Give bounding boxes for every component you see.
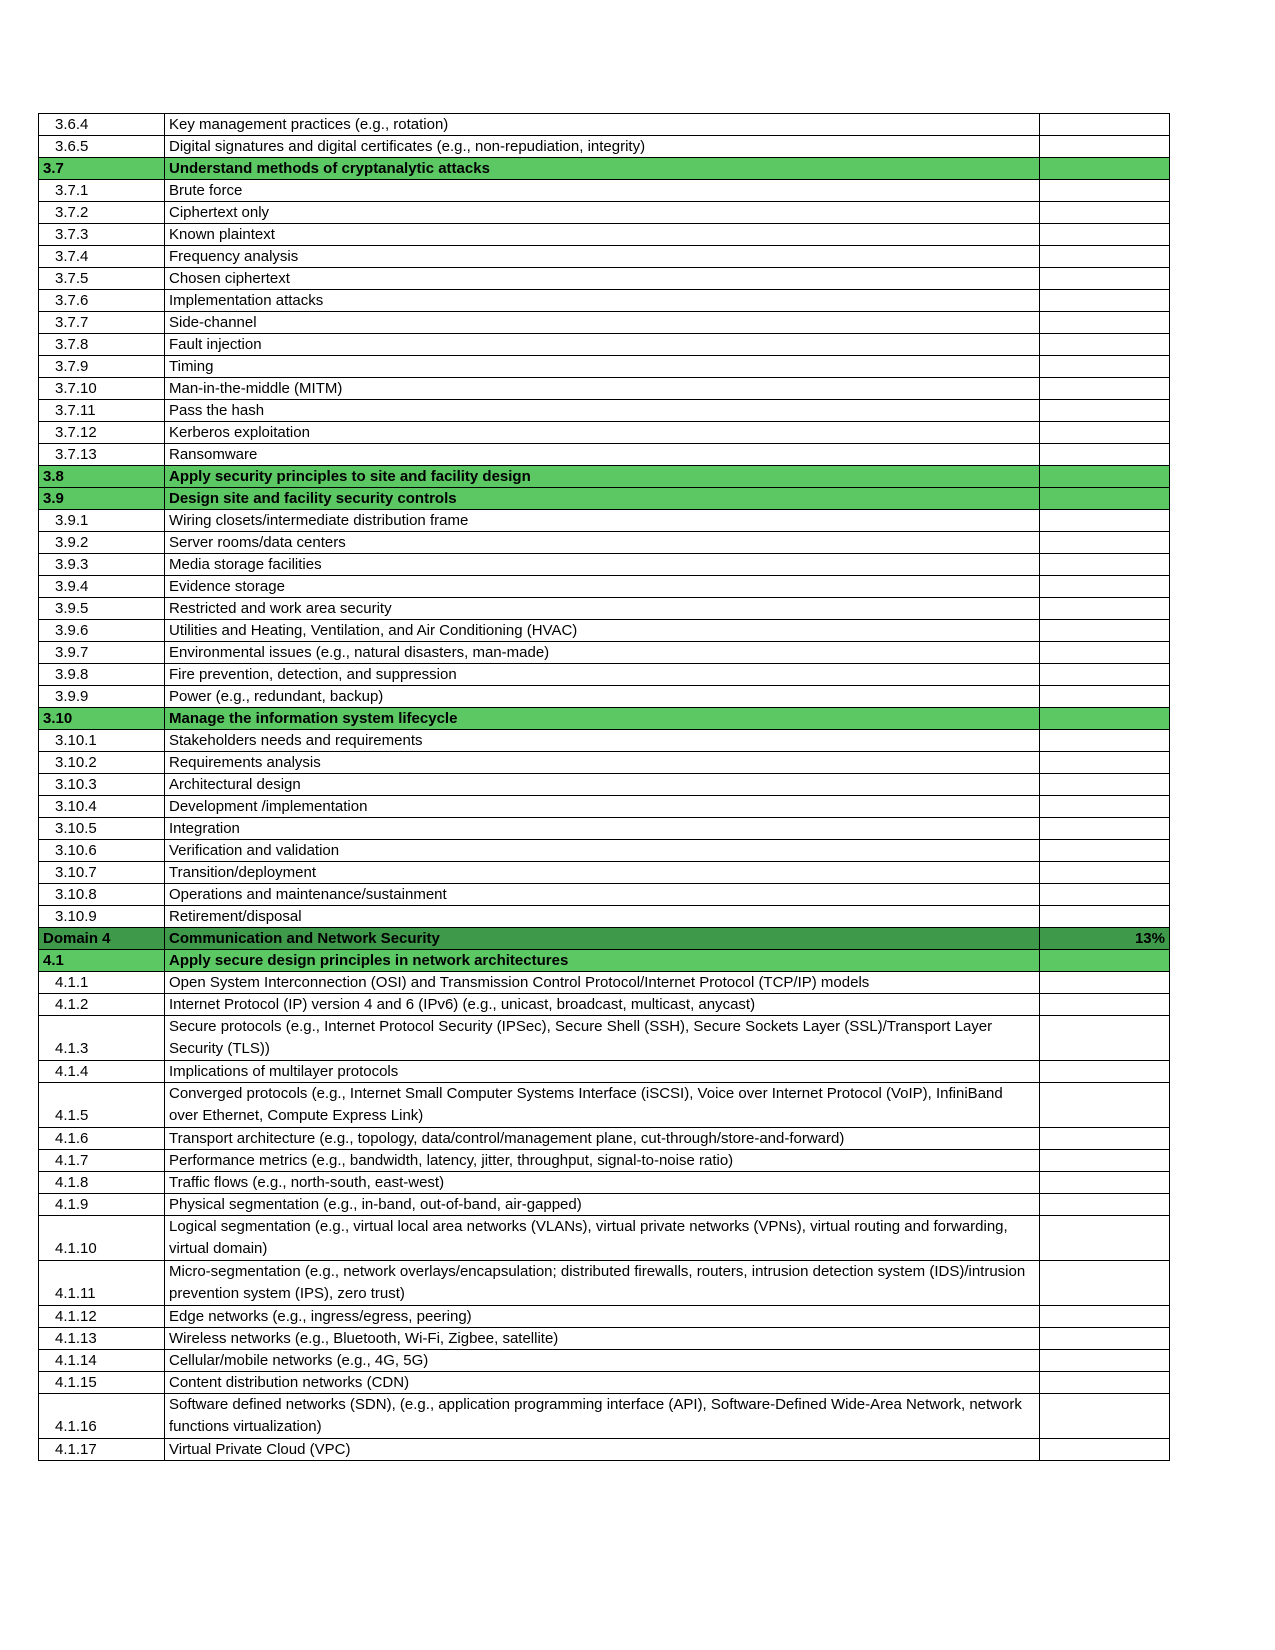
row-weight-cell bbox=[1040, 136, 1170, 158]
row-description-cell: Verification and validation bbox=[165, 840, 1040, 862]
row-weight-cell bbox=[1040, 796, 1170, 818]
row-id-cell: 4.1.16 bbox=[39, 1394, 165, 1439]
table-row bbox=[39, 554, 1170, 576]
section-row bbox=[39, 488, 1170, 510]
row-id-cell: 4.1.5 bbox=[39, 1083, 165, 1128]
row-description-cell: Chosen ciphertext bbox=[165, 268, 1040, 290]
row-id-cell: 3.7.5 bbox=[39, 268, 165, 290]
row-description-cell: Integration bbox=[165, 818, 1040, 840]
row-weight-cell bbox=[1040, 994, 1170, 1016]
row-description-cell: Traffic flows (e.g., north-south, east-west) bbox=[165, 1172, 1040, 1194]
row-description-cell: Virtual Private Cloud (VPC) bbox=[165, 1439, 1040, 1461]
row-id-cell: 4.1.4 bbox=[39, 1061, 165, 1083]
table-row bbox=[39, 356, 1170, 378]
table-row bbox=[39, 422, 1170, 444]
row-description-cell: Operations and maintenance/sustainment bbox=[165, 884, 1040, 906]
row-weight-cell bbox=[1040, 686, 1170, 708]
row-description-cell: Implementation attacks bbox=[165, 290, 1040, 312]
row-id-cell: 3.6.4 bbox=[39, 114, 165, 136]
row-description-cell: Frequency analysis bbox=[165, 246, 1040, 268]
outline-table bbox=[38, 113, 1170, 1461]
table-row bbox=[39, 994, 1170, 1016]
row-id-cell: 4.1 bbox=[39, 950, 165, 972]
row-weight-cell bbox=[1040, 906, 1170, 928]
row-weight-cell bbox=[1040, 840, 1170, 862]
row-id-cell: 4.1.8 bbox=[39, 1172, 165, 1194]
table-row bbox=[39, 620, 1170, 642]
table-row bbox=[39, 774, 1170, 796]
row-id-cell: 3.7.7 bbox=[39, 312, 165, 334]
row-id-cell: 3.9.3 bbox=[39, 554, 165, 576]
table-row bbox=[39, 290, 1170, 312]
row-description-cell: Retirement/disposal bbox=[165, 906, 1040, 928]
table-row bbox=[39, 1261, 1170, 1306]
row-description-cell: Edge networks (e.g., ingress/egress, peering) bbox=[165, 1306, 1040, 1328]
row-description-cell: Apply secure design principles in network architectures bbox=[165, 950, 1040, 972]
table-row bbox=[39, 1172, 1170, 1194]
table-row bbox=[39, 202, 1170, 224]
table-row bbox=[39, 532, 1170, 554]
row-id-cell: 3.6.5 bbox=[39, 136, 165, 158]
row-id-cell: 3.9.5 bbox=[39, 598, 165, 620]
row-weight-cell bbox=[1040, 708, 1170, 730]
row-description-cell: Internet Protocol (IP) version 4 and 6 (IPv6) (e.g., unicast, broadcast, multicast, anycast) bbox=[165, 994, 1040, 1016]
row-description-cell: Secure protocols (e.g., Internet Protocol Security (IPSec), Secure Shell (SSH), Secure Sockets Layer (SSL)/Transport Layer Security (TLS)) bbox=[165, 1016, 1040, 1061]
row-weight-cell bbox=[1040, 114, 1170, 136]
row-id-cell: 3.9.1 bbox=[39, 510, 165, 532]
row-description-cell: Development /implementation bbox=[165, 796, 1040, 818]
table-row bbox=[39, 1016, 1170, 1061]
row-weight-cell bbox=[1040, 1306, 1170, 1328]
row-id-cell: 3.9.6 bbox=[39, 620, 165, 642]
row-id-cell: 4.1.10 bbox=[39, 1216, 165, 1261]
table-row bbox=[39, 1150, 1170, 1172]
row-weight-cell bbox=[1040, 400, 1170, 422]
row-id-cell: 3.10.8 bbox=[39, 884, 165, 906]
table-row bbox=[39, 114, 1170, 136]
row-weight-cell bbox=[1040, 1328, 1170, 1350]
table-row bbox=[39, 444, 1170, 466]
row-description-cell: Transition/deployment bbox=[165, 862, 1040, 884]
row-description-cell: Pass the hash bbox=[165, 400, 1040, 422]
row-id-cell: 3.7.10 bbox=[39, 378, 165, 400]
row-description-cell: Manage the information system lifecycle bbox=[165, 708, 1040, 730]
row-weight-cell bbox=[1040, 554, 1170, 576]
row-weight-cell bbox=[1040, 202, 1170, 224]
row-weight-cell bbox=[1040, 576, 1170, 598]
table-row bbox=[39, 796, 1170, 818]
row-id-cell: 3.7.13 bbox=[39, 444, 165, 466]
row-description-cell: Restricted and work area security bbox=[165, 598, 1040, 620]
row-id-cell: 3.7.4 bbox=[39, 246, 165, 268]
row-weight-cell bbox=[1040, 224, 1170, 246]
section-row bbox=[39, 466, 1170, 488]
row-weight-cell bbox=[1040, 774, 1170, 796]
table-row bbox=[39, 180, 1170, 202]
row-description-cell: Open System Interconnection (OSI) and Transmission Control Protocol/Internet Protocol (TCP/IP) models bbox=[165, 972, 1040, 994]
table-row bbox=[39, 1128, 1170, 1150]
outline-table-body bbox=[39, 114, 1170, 1461]
row-weight-cell bbox=[1040, 620, 1170, 642]
row-description-cell: Man-in-the-middle (MITM) bbox=[165, 378, 1040, 400]
row-id-cell: 3.7.11 bbox=[39, 400, 165, 422]
row-weight-cell bbox=[1040, 422, 1170, 444]
table-row bbox=[39, 664, 1170, 686]
row-description-cell: Power (e.g., redundant, backup) bbox=[165, 686, 1040, 708]
row-id-cell: 4.1.13 bbox=[39, 1328, 165, 1350]
row-weight-cell bbox=[1040, 334, 1170, 356]
row-weight-cell bbox=[1040, 1128, 1170, 1150]
row-id-cell: 4.1.14 bbox=[39, 1350, 165, 1372]
row-id-cell: 3.10.1 bbox=[39, 730, 165, 752]
row-id-cell: 4.1.12 bbox=[39, 1306, 165, 1328]
row-weight-cell bbox=[1040, 466, 1170, 488]
row-weight-cell bbox=[1040, 312, 1170, 334]
row-description-cell: Understand methods of cryptanalytic attacks bbox=[165, 158, 1040, 180]
row-description-cell: Utilities and Heating, Ventilation, and Air Conditioning (HVAC) bbox=[165, 620, 1040, 642]
row-description-cell: Implications of multilayer protocols bbox=[165, 1061, 1040, 1083]
row-description-cell: Transport architecture (e.g., topology, data/control/management plane, cut-through/store-and-forward) bbox=[165, 1128, 1040, 1150]
domain-row bbox=[39, 928, 1170, 950]
row-id-cell: 4.1.2 bbox=[39, 994, 165, 1016]
row-id-cell: 4.1.9 bbox=[39, 1194, 165, 1216]
row-weight-cell bbox=[1040, 158, 1170, 180]
row-id-cell: 3.7.12 bbox=[39, 422, 165, 444]
row-id-cell: 3.9 bbox=[39, 488, 165, 510]
row-description-cell: Environmental issues (e.g., natural disasters, man-made) bbox=[165, 642, 1040, 664]
table-row bbox=[39, 1306, 1170, 1328]
table-row bbox=[39, 136, 1170, 158]
table-row bbox=[39, 1350, 1170, 1372]
table-row bbox=[39, 1216, 1170, 1261]
row-description-cell: Kerberos exploitation bbox=[165, 422, 1040, 444]
row-weight-cell bbox=[1040, 1061, 1170, 1083]
row-description-cell: Cellular/mobile networks (e.g., 4G, 5G) bbox=[165, 1350, 1040, 1372]
row-id-cell: 4.1.7 bbox=[39, 1150, 165, 1172]
row-id-cell: 4.1.1 bbox=[39, 972, 165, 994]
row-weight-cell bbox=[1040, 950, 1170, 972]
row-weight-cell bbox=[1040, 884, 1170, 906]
table-row bbox=[39, 1194, 1170, 1216]
row-description-cell: Logical segmentation (e.g., virtual local area networks (VLANs), virtual private networks (VPNs), virtual routing and forwarding, virtual domain) bbox=[165, 1216, 1040, 1261]
row-id-cell: 4.1.11 bbox=[39, 1261, 165, 1306]
row-id-cell: 3.7.9 bbox=[39, 356, 165, 378]
row-description-cell: Physical segmentation (e.g., in-band, out-of-band, air-gapped) bbox=[165, 1194, 1040, 1216]
row-id-cell: 3.10.4 bbox=[39, 796, 165, 818]
row-weight-cell bbox=[1040, 664, 1170, 686]
row-weight-cell bbox=[1040, 1439, 1170, 1461]
row-weight-cell bbox=[1040, 268, 1170, 290]
row-weight-cell bbox=[1040, 1394, 1170, 1439]
table-row bbox=[39, 598, 1170, 620]
row-weight-cell bbox=[1040, 510, 1170, 532]
row-description-cell: Design site and facility security controls bbox=[165, 488, 1040, 510]
row-description-cell: Side-channel bbox=[165, 312, 1040, 334]
row-description-cell: Communication and Network Security bbox=[165, 928, 1040, 950]
row-description-cell: Ransomware bbox=[165, 444, 1040, 466]
row-id-cell: 3.9.7 bbox=[39, 642, 165, 664]
row-id-cell: 3.7.8 bbox=[39, 334, 165, 356]
row-id-cell: 3.7.1 bbox=[39, 180, 165, 202]
row-id-cell: 3.10.6 bbox=[39, 840, 165, 862]
table-row bbox=[39, 224, 1170, 246]
row-description-cell: Fault injection bbox=[165, 334, 1040, 356]
row-weight-cell bbox=[1040, 818, 1170, 840]
row-weight-cell bbox=[1040, 752, 1170, 774]
section-row bbox=[39, 708, 1170, 730]
table-row bbox=[39, 1439, 1170, 1461]
row-weight-cell bbox=[1040, 642, 1170, 664]
table-row bbox=[39, 1083, 1170, 1128]
row-id-cell: 4.1.6 bbox=[39, 1128, 165, 1150]
row-description-cell: Apply security principles to site and facility design bbox=[165, 466, 1040, 488]
section-row bbox=[39, 158, 1170, 180]
row-weight-cell bbox=[1040, 246, 1170, 268]
row-id-cell: 3.8 bbox=[39, 466, 165, 488]
row-description-cell: Wireless networks (e.g., Bluetooth, Wi-Fi, Zigbee, satellite) bbox=[165, 1328, 1040, 1350]
row-weight-cell bbox=[1040, 730, 1170, 752]
row-id-cell: 3.10.5 bbox=[39, 818, 165, 840]
row-weight-cell bbox=[1040, 444, 1170, 466]
row-description-cell: Server rooms/data centers bbox=[165, 532, 1040, 554]
row-description-cell: Evidence storage bbox=[165, 576, 1040, 598]
row-description-cell: Converged protocols (e.g., Internet Small Computer Systems Interface (iSCSI), Voice over Internet Protocol (VoIP), InfiniBand over Ethernet, Compute Express Link) bbox=[165, 1083, 1040, 1128]
row-weight-cell bbox=[1040, 532, 1170, 554]
row-id-cell: 3.10.2 bbox=[39, 752, 165, 774]
table-row bbox=[39, 246, 1170, 268]
row-description-cell: Fire prevention, detection, and suppression bbox=[165, 664, 1040, 686]
table-row bbox=[39, 686, 1170, 708]
table-row bbox=[39, 312, 1170, 334]
row-description-cell: Key management practices (e.g., rotation) bbox=[165, 114, 1040, 136]
row-weight-cell bbox=[1040, 1261, 1170, 1306]
table-row bbox=[39, 1372, 1170, 1394]
row-description-cell: Media storage facilities bbox=[165, 554, 1040, 576]
row-weight-cell bbox=[1040, 972, 1170, 994]
table-row bbox=[39, 576, 1170, 598]
row-weight-cell bbox=[1040, 598, 1170, 620]
row-id-cell: 3.7.2 bbox=[39, 202, 165, 224]
table-row bbox=[39, 268, 1170, 290]
row-id-cell: 3.7.3 bbox=[39, 224, 165, 246]
row-weight-cell bbox=[1040, 356, 1170, 378]
row-id-cell: Domain 4 bbox=[39, 928, 165, 950]
row-id-cell: 4.1.3 bbox=[39, 1016, 165, 1061]
row-weight-cell bbox=[1040, 488, 1170, 510]
row-description-cell: Requirements analysis bbox=[165, 752, 1040, 774]
row-weight-cell bbox=[1040, 1350, 1170, 1372]
row-id-cell: 3.9.8 bbox=[39, 664, 165, 686]
row-id-cell: 3.9.2 bbox=[39, 532, 165, 554]
row-description-cell: Architectural design bbox=[165, 774, 1040, 796]
row-weight-cell bbox=[1040, 378, 1170, 400]
row-id-cell: 3.7.6 bbox=[39, 290, 165, 312]
table-row bbox=[39, 1328, 1170, 1350]
row-id-cell: 3.9.9 bbox=[39, 686, 165, 708]
table-row bbox=[39, 818, 1170, 840]
row-id-cell: 3.7 bbox=[39, 158, 165, 180]
table-row bbox=[39, 906, 1170, 928]
row-weight-cell bbox=[1040, 180, 1170, 202]
row-id-cell: 3.10 bbox=[39, 708, 165, 730]
row-description-cell: Wiring closets/intermediate distribution frame bbox=[165, 510, 1040, 532]
row-weight-cell bbox=[1040, 1083, 1170, 1128]
row-weight-cell: 13% bbox=[1040, 928, 1170, 950]
table-row bbox=[39, 862, 1170, 884]
table-row bbox=[39, 642, 1170, 664]
row-weight-cell bbox=[1040, 1150, 1170, 1172]
row-description-cell: Stakeholders needs and requirements bbox=[165, 730, 1040, 752]
row-id-cell: 4.1.17 bbox=[39, 1439, 165, 1461]
row-description-cell: Content distribution networks (CDN) bbox=[165, 1372, 1040, 1394]
row-id-cell: 3.9.4 bbox=[39, 576, 165, 598]
table-row bbox=[39, 972, 1170, 994]
row-description-cell: Micro-segmentation (e.g., network overlays/encapsulation; distributed firewalls, routers, intrusion detection system (IDS)/intrusion prevention system (IPS), zero trust) bbox=[165, 1261, 1040, 1306]
table-row bbox=[39, 400, 1170, 422]
table-row bbox=[39, 1394, 1170, 1439]
row-weight-cell bbox=[1040, 1172, 1170, 1194]
table-row bbox=[39, 378, 1170, 400]
row-description-cell: Software defined networks (SDN), (e.g., application programming interface (API), Software-Defined Wide-Area Network, network functions virtualization) bbox=[165, 1394, 1040, 1439]
table-row bbox=[39, 730, 1170, 752]
table-row bbox=[39, 1061, 1170, 1083]
table-row bbox=[39, 334, 1170, 356]
row-weight-cell bbox=[1040, 1216, 1170, 1261]
section-row bbox=[39, 950, 1170, 972]
row-description-cell: Digital signatures and digital certificates (e.g., non-repudiation, integrity) bbox=[165, 136, 1040, 158]
row-id-cell: 4.1.15 bbox=[39, 1372, 165, 1394]
row-description-cell: Performance metrics (e.g., bandwidth, latency, jitter, throughput, signal-to-noise ratio) bbox=[165, 1150, 1040, 1172]
row-description-cell: Brute force bbox=[165, 180, 1040, 202]
table-row bbox=[39, 510, 1170, 532]
table-row bbox=[39, 752, 1170, 774]
row-description-cell: Known plaintext bbox=[165, 224, 1040, 246]
table-row bbox=[39, 884, 1170, 906]
row-description-cell: Ciphertext only bbox=[165, 202, 1040, 224]
row-id-cell: 3.10.9 bbox=[39, 906, 165, 928]
row-id-cell: 3.10.3 bbox=[39, 774, 165, 796]
row-weight-cell bbox=[1040, 290, 1170, 312]
row-weight-cell bbox=[1040, 862, 1170, 884]
row-weight-cell bbox=[1040, 1372, 1170, 1394]
row-weight-cell bbox=[1040, 1194, 1170, 1216]
table-row bbox=[39, 840, 1170, 862]
row-id-cell: 3.10.7 bbox=[39, 862, 165, 884]
row-description-cell: Timing bbox=[165, 356, 1040, 378]
row-weight-cell bbox=[1040, 1016, 1170, 1061]
